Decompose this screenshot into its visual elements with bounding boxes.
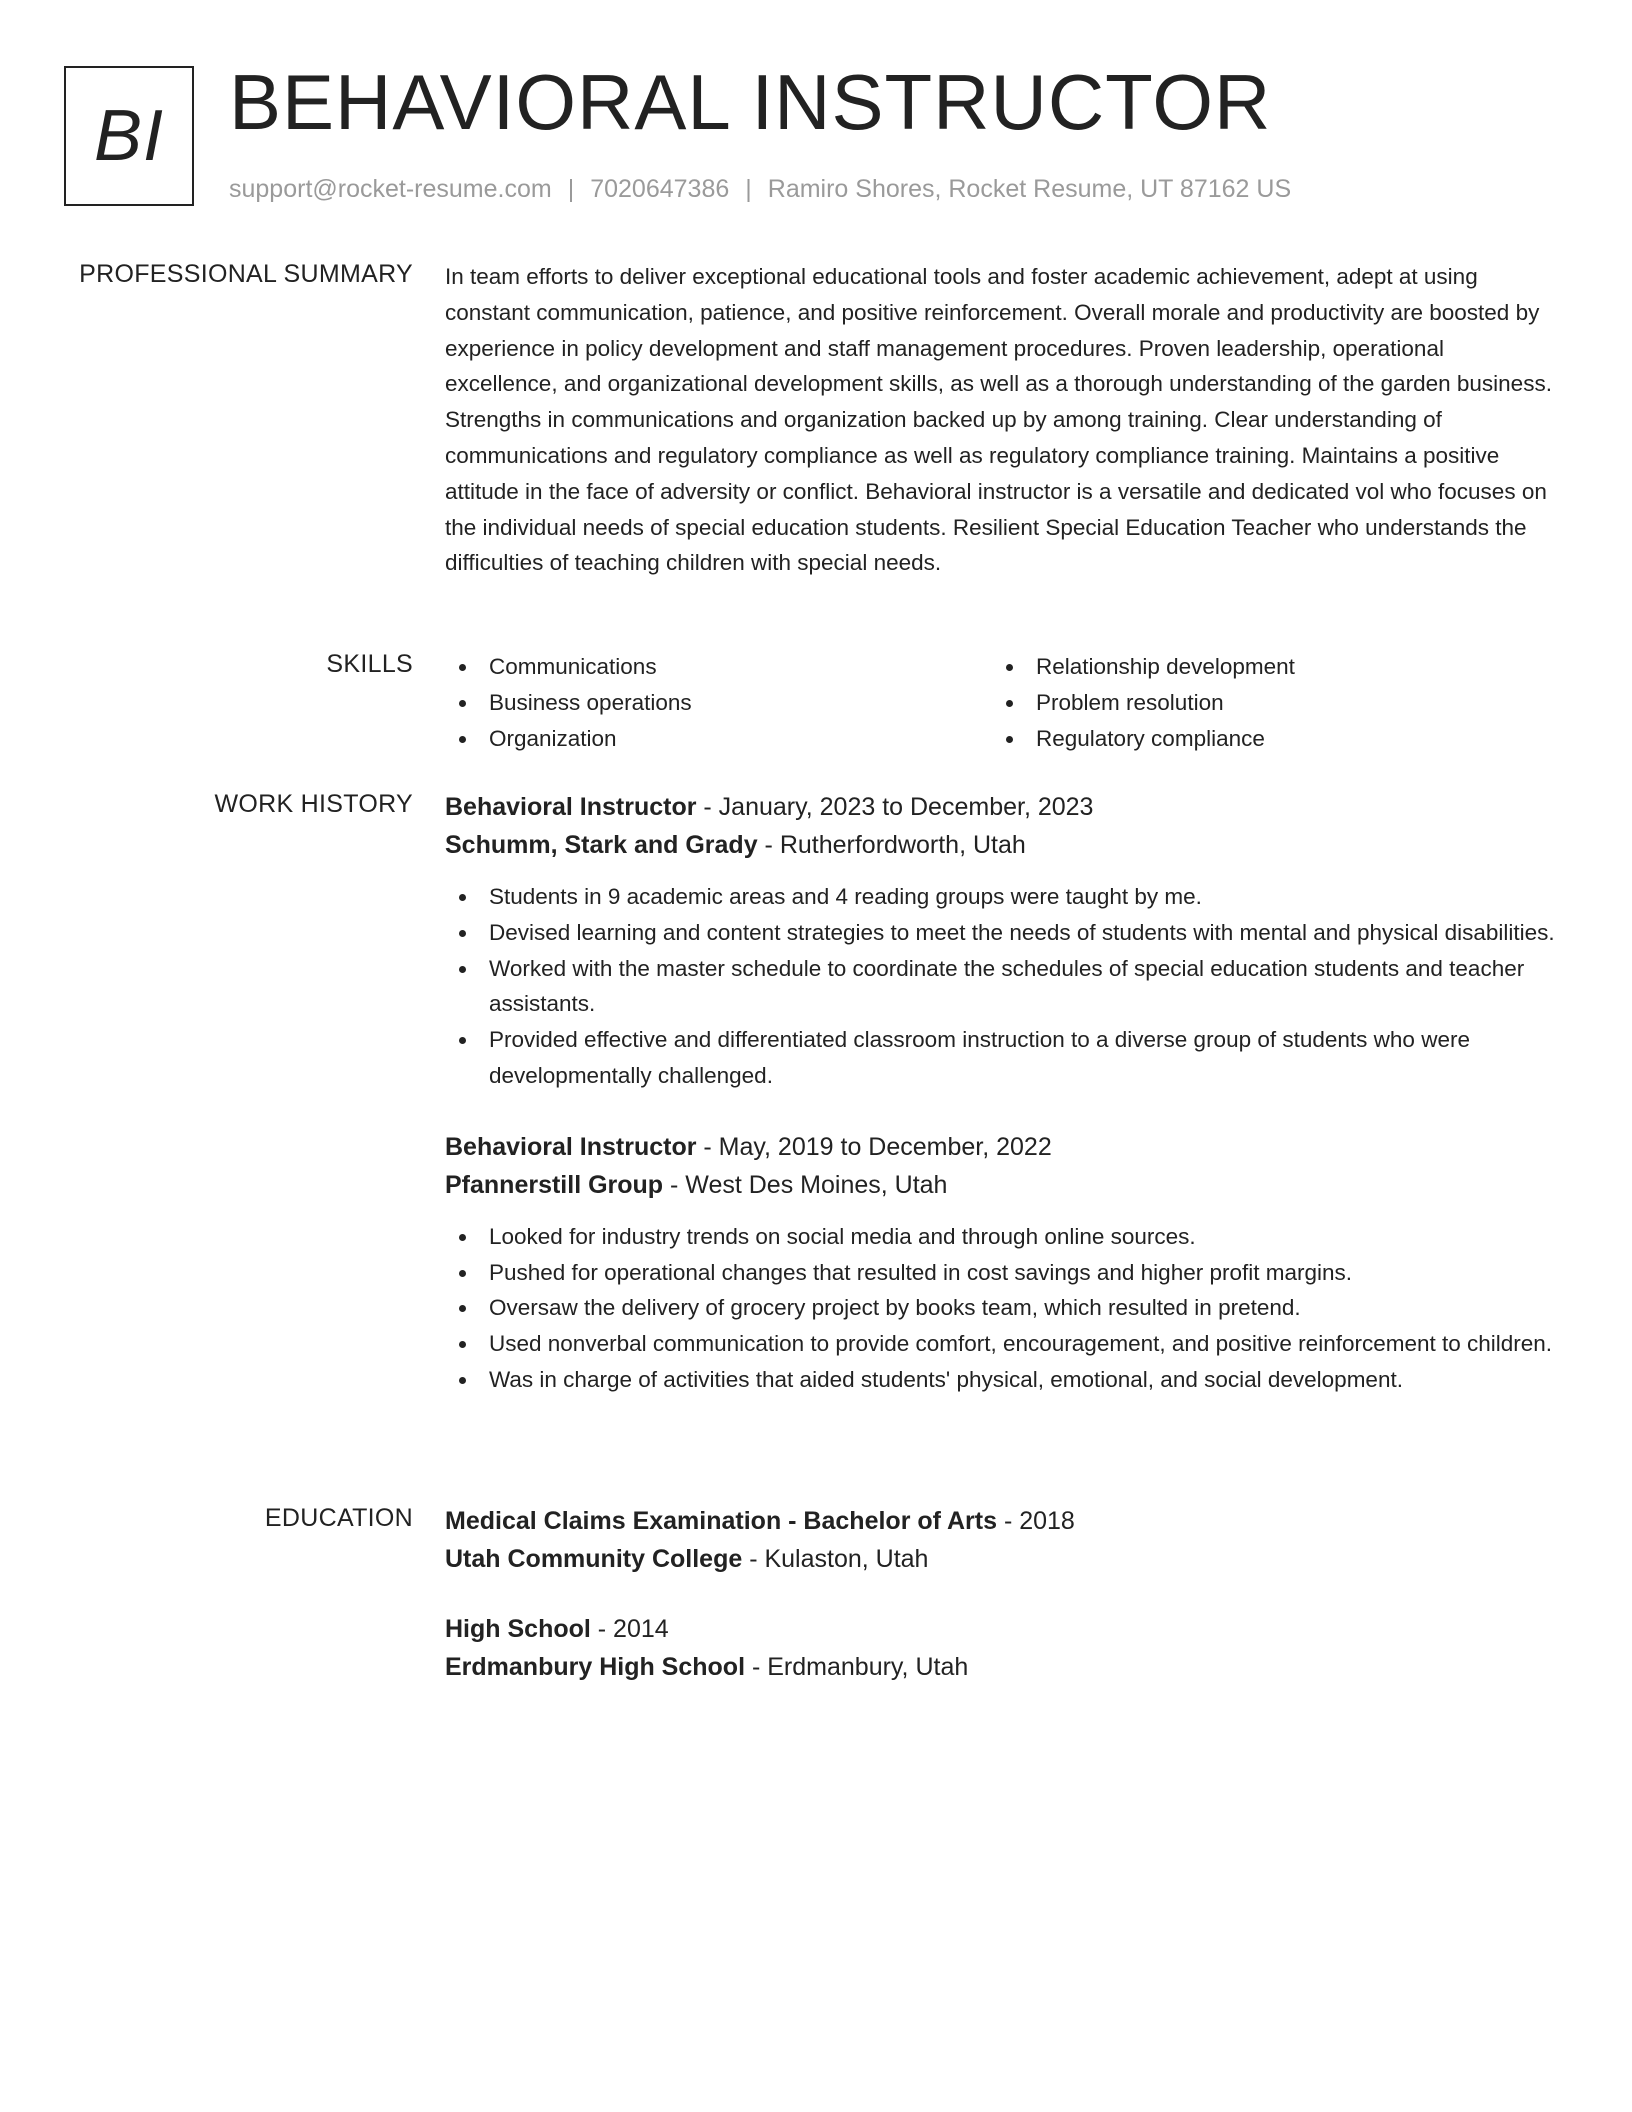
contact-separator: | [567,175,575,203]
skills-list [445,649,1555,756]
education-location: - Erdmanbury, Utah [745,1653,969,1681]
skill-item: Organization [445,721,992,757]
job-bullets [445,1219,1555,1398]
job-bullet: Oversaw the delivery of grocery project by books team, which resulted in pretend. [445,1290,1555,1326]
education-school: Erdmanbury High School [445,1653,746,1681]
section-label-summary: PROFESSIONAL SUMMARY [79,260,413,288]
section-label-work-history: WORK HISTORY [214,790,413,818]
education-degree: Medical Claims Examination - Bachelor of Arts [445,1507,997,1535]
job-bullet: Looked for industry trends on social media and through online sources. [445,1219,1555,1255]
education-degree-line [445,1610,1555,1648]
section-label-skills: SKILLS [326,650,413,678]
monogram-logo: BI [64,66,194,206]
contact-separator: | [745,175,752,203]
job-company: Pfannerstill Group [445,1170,664,1199]
job-bullet: Devised learning and content strategies to meet the needs of students with mental and physical disabilities. [445,915,1555,951]
job-title-line [445,1128,1555,1166]
contact-email[interactable]: support@rocket-resume.com [229,175,552,203]
education-year: - 2014 [590,1615,669,1643]
job-company-line [445,1166,1555,1204]
job-entry [445,788,1555,1094]
job-title-line [445,788,1555,826]
education-school-line [445,1648,1555,1686]
job-title: Behavioral Instructor [445,793,697,821]
education-school: Utah Community College [445,1545,743,1573]
education-degree-line [445,1502,1555,1540]
job-company-line [445,826,1555,864]
resume-title: BEHAVIORAL INSTRUCTOR [229,58,1272,146]
education-location: - Kulaston, Utah [742,1545,929,1573]
contact-line [229,174,1291,204]
job-bullet: Pushed for operational changes that resulted in cost savings and higher profit margins. [445,1255,1555,1291]
job-entry [445,1128,1555,1398]
education-degree: High School [445,1615,591,1643]
job-location: - Rutherfordworth, Utah [757,831,1026,859]
work-history-list [445,788,1555,1398]
education-list [445,1502,1555,1686]
job-company: Schumm, Stark and Grady [445,831,758,859]
job-location: - West Des Moines, Utah [663,1170,948,1199]
job-bullet: Worked with the master schedule to coordinate the schedules of special education students and teacher assistants. [445,951,1555,1023]
job-dates: - May, 2019 to December, 2022 [696,1132,1052,1161]
summary-text: In team efforts to deliver exceptional educational tools and foster academic achievement, adept at using constant communication, patience, and positive reinforcement. Overall morale and productivity are boosted by experience in policy development and staff management procedures. Proven leadership, operational excellence, and organizational development skills, as well as a thorough understanding of the garden business. Strengths in communications and organization backed up by among training. Clear understanding of communications and regulatory compliance as well as regulatory compliance training. Maintains a positive attitude in the face of adversity or conflict. Behavioral instructor is a versatile and dedicated vol who focuses on the individual needs of special education students. Resilient Special Education Teacher who understands the difficulties of teaching children with special needs. [445,264,1552,576]
job-title: Behavioral Instructor [445,1132,697,1161]
job-bullet: Was in charge of activities that aided students' physical, emotional, and social development. [445,1362,1555,1398]
job-bullet: Students in 9 academic areas and 4 reading groups were taught by me. [445,879,1555,915]
job-bullet: Used nonverbal communication to provide comfort, encouragement, and positive reinforcement to children. [445,1326,1555,1362]
education-school-line [445,1540,1555,1578]
skill-item: Regulatory compliance [992,721,1539,757]
job-bullet: Provided effective and differentiated classroom instruction to a diverse group of students who were developmentally challenged. [445,1022,1555,1094]
education-entry [445,1502,1555,1578]
skill-item: Business operations [445,685,992,721]
education-year: - 2018 [997,1507,1075,1535]
skill-item: Problem resolution [992,685,1539,721]
contact-phone[interactable]: 7020647386 [590,175,730,203]
job-dates: - January, 2023 to December, 2023 [696,793,1094,821]
education-entry [445,1610,1555,1686]
skill-item: Communications [445,649,992,685]
skills-column-left [445,649,992,756]
job-bullets [445,879,1555,1094]
skill-item: Relationship development [992,649,1539,685]
section-label-education: EDUCATION [264,1504,413,1532]
skills-column-right [992,649,1539,756]
contact-address: Ramiro Shores, Rocket Resume, UT 87162 US [767,175,1292,203]
